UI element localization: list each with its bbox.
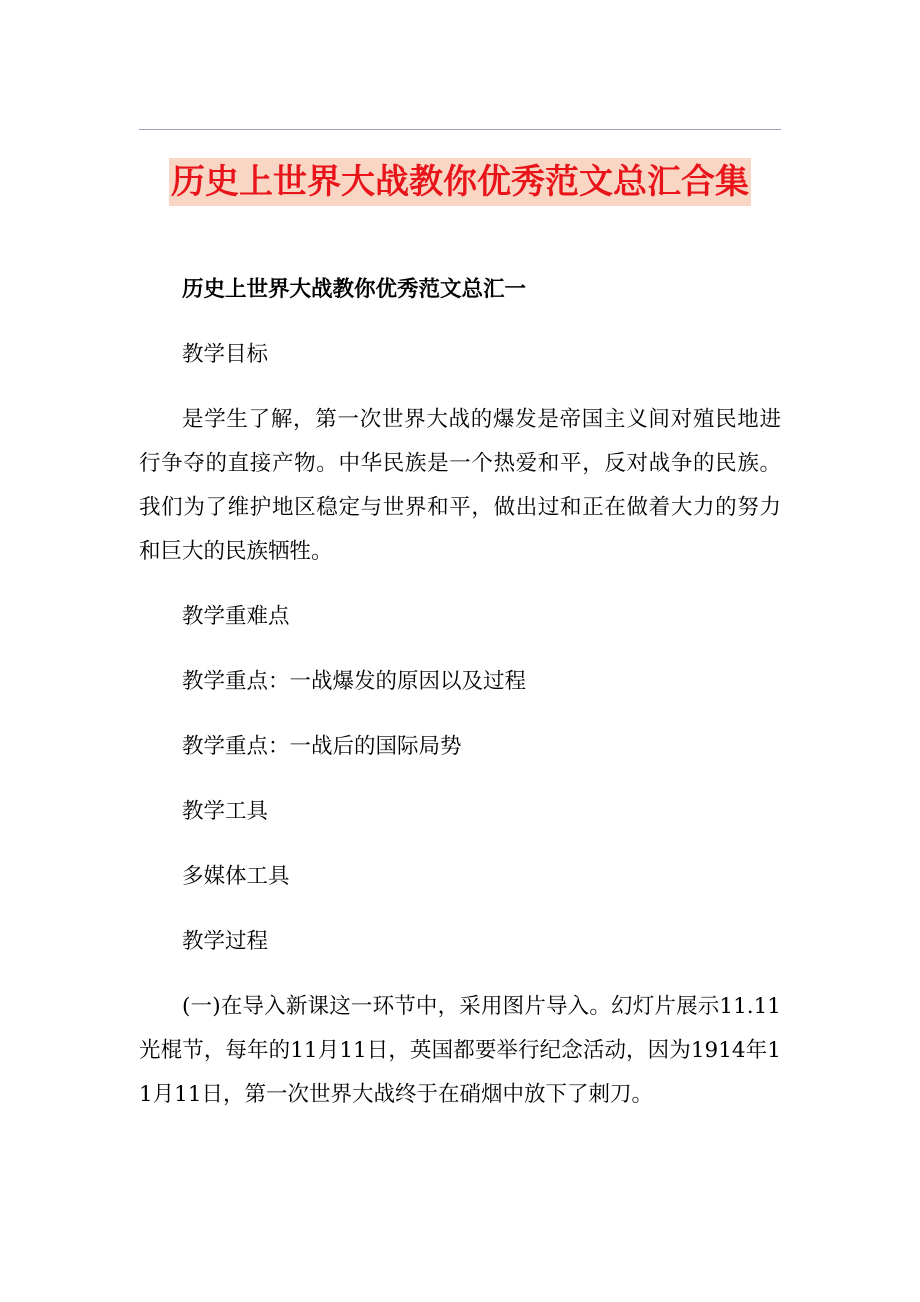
paragraph-multimedia-tools: 多媒体工具 xyxy=(182,864,290,889)
paragraph-key-difficulties: 教学重难点 xyxy=(182,604,290,629)
paragraph-teaching-tools: 教学工具 xyxy=(182,799,269,824)
section-heading: 历史上世界大战教你优秀范文总汇一 xyxy=(182,277,527,302)
paragraph-goals-body: 是学生了解，第一次世界大战的爆发是帝国主义间对殖民地进行争夺的直接产物。中华民族是一个热爱和平，反对战争的民族。我们为了维护地区稳定与世界和平，做出过和正在做着大力的努力和巨大的民族牺牲。 xyxy=(139,407,781,564)
paragraph-teaching-process: 教学过程 xyxy=(182,929,269,954)
title-container xyxy=(0,158,920,206)
paragraph-key-point-1: 教学重点：一战爆发的原因以及过程 xyxy=(182,669,527,694)
document-title: 历史上世界大战教你优秀范文总汇合集 xyxy=(169,158,751,206)
paragraph-teaching-goals: 教学目标 xyxy=(182,342,269,367)
header-rule xyxy=(139,129,781,130)
paragraph-process-step-1: (一)在导入新课这一环节中，采用图片导入。幻灯片展示11.11光棍节，每年的11月11日，英国都要举行纪念活动，因为1914年11月11日，第一次世界大战终于在硝烟中放下了刺刀。 xyxy=(139,994,781,1107)
paragraph-key-point-2: 教学重点：一战后的国际局势 xyxy=(182,734,462,759)
document-body xyxy=(139,268,781,1138)
